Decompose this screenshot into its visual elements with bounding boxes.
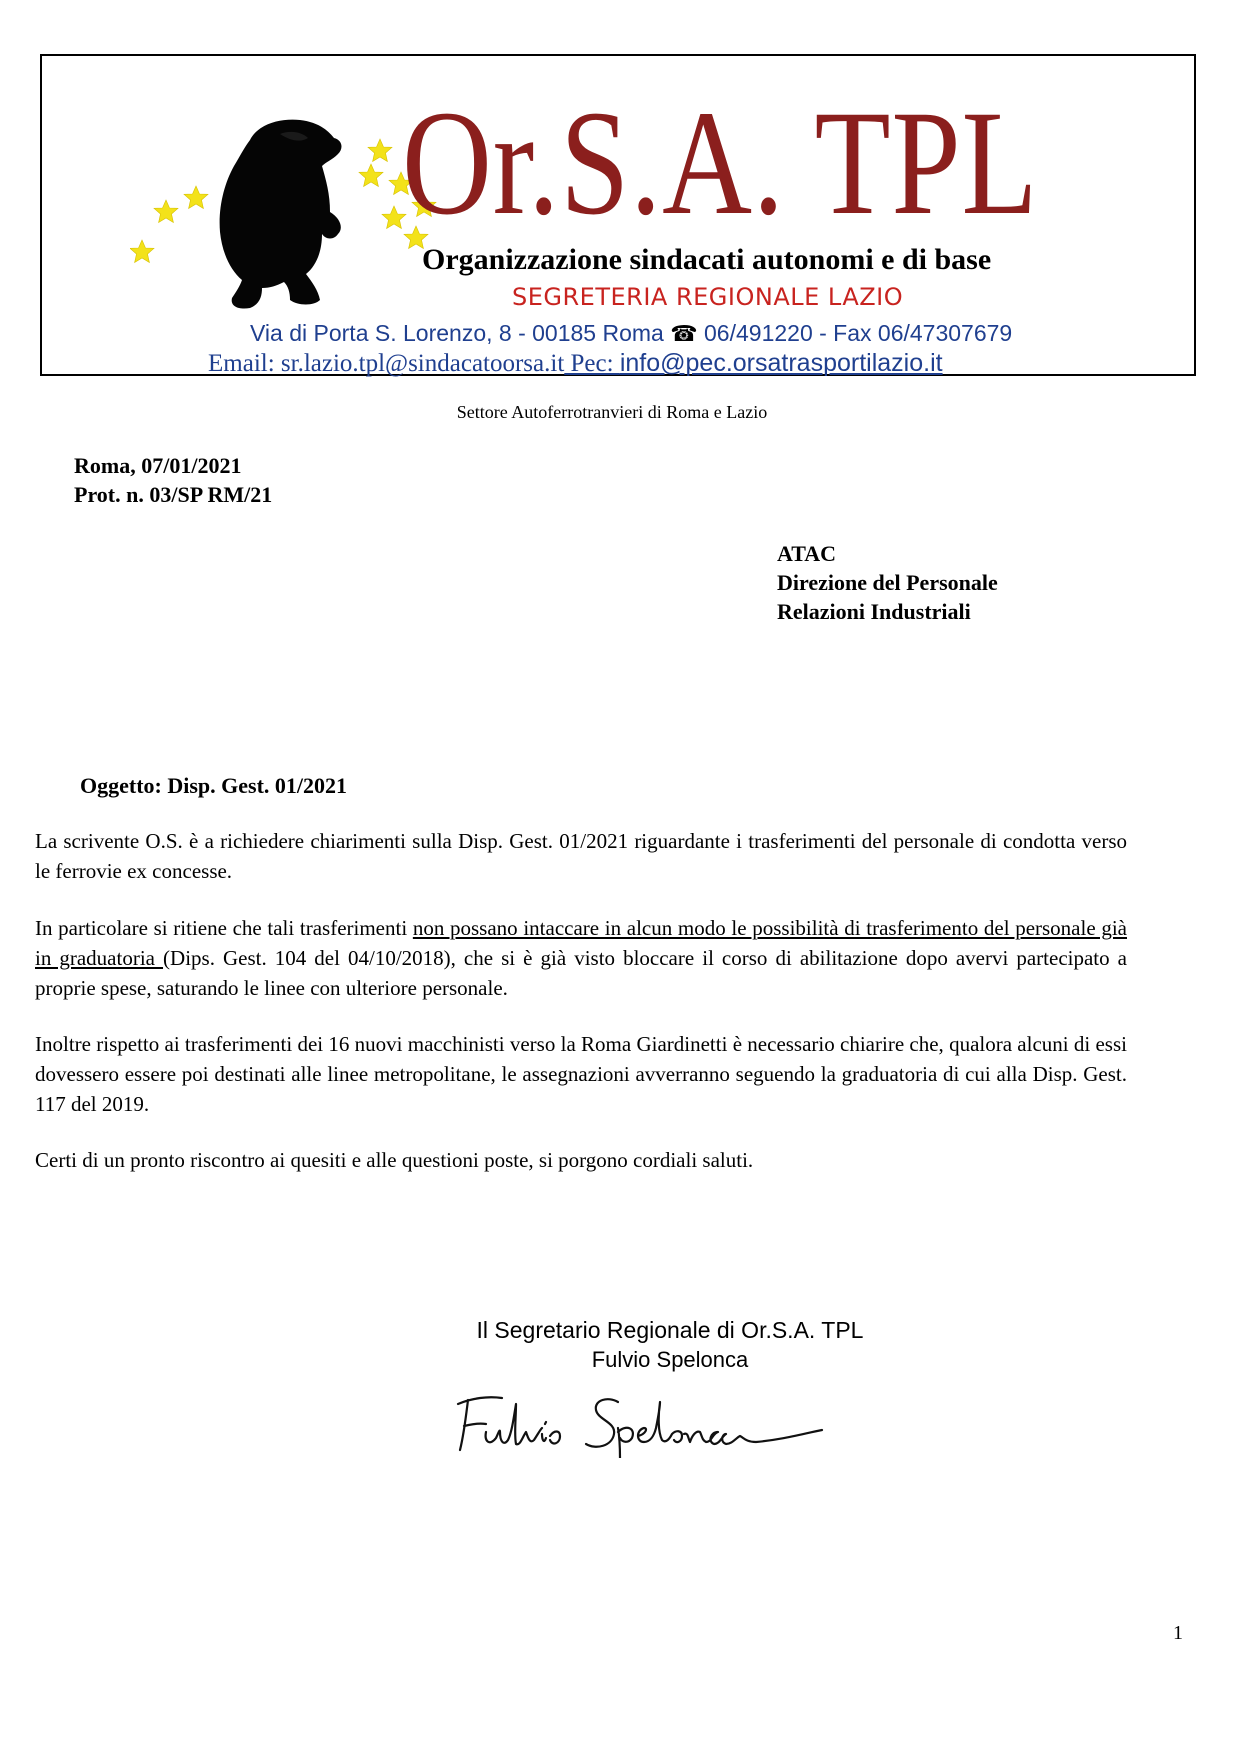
subject-line: Oggetto: Disp. Gest. 01/2021: [80, 773, 348, 798]
recipient-block: [777, 539, 998, 626]
protocol-number: Prot. n. 03/SP RM/21: [74, 482, 273, 507]
email-line: [208, 348, 1128, 379]
contact-line: [250, 318, 1150, 350]
paragraph-2-underlined: non possano intaccare in alcun modo le possibilità di trasferimento del personale già in graduatoria: [35, 916, 1127, 970]
closing-paragraph: Certi di un pronto riscontro ai quesiti e alle questioni poste, si porgono cordiali saluti.: [35, 1148, 754, 1172]
body-paragraph-3: Inoltre rispetto ai trasferimenti dei 16 nuovi macchinisti verso la Roma Giardinetti è necessario chiarire che, qualora alcuni di essi dovessero essere poi destinati alle linee metropolitane, le assegnazioni avverranno seguendo la graduatoria di cui alla Disp. Gest. 117 del 2019.: [35, 1032, 1127, 1116]
phone-icon: ☎: [670, 322, 698, 347]
phone-fax-text: 06/491220 - Fax 06/47307679: [704, 320, 1013, 346]
recipient-company: ATAC: [777, 541, 837, 566]
organization-name: Organizzazione sindacati autonomi e di base: [422, 243, 992, 276]
email-text: Email: sr.lazio.tpl@sindacatoorsa.it: [208, 350, 565, 377]
body-paragraph-2: [35, 913, 1127, 1003]
regional-division: SEGRETERIA REGIONALE LAZIO: [512, 283, 904, 311]
recipient-office: Relazioni Industriali: [777, 599, 971, 624]
signatory-role: Il Segretario Regionale di Or.S.A. TPL: [476, 1317, 864, 1343]
address-text: Via di Porta S. Lorenzo, 8 - 00185 Roma: [250, 320, 664, 346]
recipient-department: Direzione del Personale: [777, 570, 998, 595]
body-paragraph-1: La scrivente O.S. è a richiedere chiarimenti sulla Disp. Gest. 01/2021 riguardante i trasferimenti del personale di condotta verso le ferrovie ex concesse.: [35, 829, 1127, 883]
pec-label: Pec:: [564, 350, 620, 377]
letterhead: [40, 54, 1196, 376]
paragraph-2-end: (Dips. Gest. 104 del 04/10/2018), che si è già visto bloccare il corso di abilitazione dopo avervi partecipato a proprie spese, saturando le linee con ulteriore personale.: [35, 946, 1127, 1000]
paragraph-2-start: In particolare si ritiene che tali trasferimenti: [35, 916, 413, 940]
pec-link[interactable]: info@pec.orsatrasportilazio.it: [619, 349, 943, 377]
date-protocol-block: [74, 451, 272, 509]
signatory-name: Fulvio Spelonca: [591, 1347, 749, 1372]
page-number: 1: [1173, 1622, 1183, 1644]
sector-line: Settore Autoferrotranvieri di Roma e Lazio: [456, 402, 768, 422]
handwritten-signature: [450, 1388, 850, 1458]
letter-date: Roma, 07/01/2021: [74, 453, 242, 478]
brand-title: Or.S.A. TPL: [402, 80, 1039, 246]
